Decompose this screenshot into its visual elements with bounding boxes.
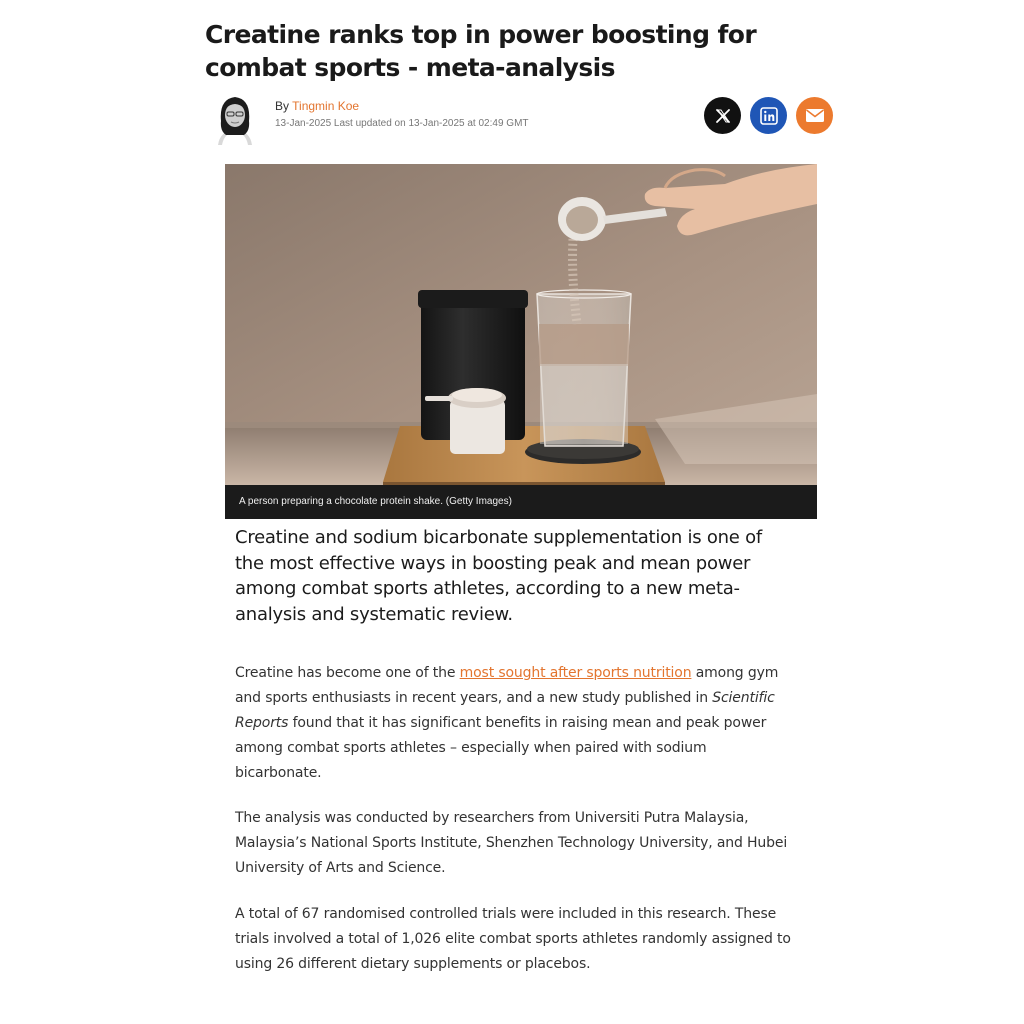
paragraph-text: found that it has significant benefits in raising mean and peak power among combat sports athletes – especially when paired with sodium bicarbonate. [235, 715, 767, 781]
x-icon [715, 108, 731, 124]
image-caption: A person preparing a chocolate protein shake. (Getty Images) [239, 496, 512, 507]
body-paragraph [235, 661, 795, 786]
author-avatar[interactable] [210, 91, 260, 145]
journal-name: Scientific Reports [235, 690, 775, 731]
share-email-button[interactable] [796, 97, 833, 134]
paragraph-text: Creatine has become one of the [235, 665, 456, 681]
byline [275, 99, 359, 113]
body-paragraph: The analysis was conducted by researchers from Universiti Putra Malaysia, Malaysia’s National Sports Institute, Shenzhen Technology University, and Hubei University of Arts and Science. [235, 810, 788, 876]
publish-date: 13-Jan-2025 Last updated on 13-Jan-2025 at 02:49 GMT [275, 118, 529, 129]
hero-image [225, 164, 817, 485]
linkedin-icon [760, 107, 778, 125]
article-title: Creatine ranks top in power boosting for combat sports - meta-analysis [205, 20, 757, 82]
sports-nutrition-link[interactable]: most sought after sports nutrition [459, 665, 692, 681]
image-caption-bar [225, 485, 817, 519]
paragraph-text: among gym and sports enthusiasts in recent years, and a new study published in [235, 665, 779, 706]
article-lede: Creatine and sodium bicarbonate supplementation is one of the most effective ways in boosting peak and mean power among combat sports athletes, according to a new meta-analysis and systematic review. [235, 527, 762, 625]
author-link[interactable]: Tingmin Koe [292, 99, 360, 113]
byline-prefix: By [275, 99, 290, 113]
share-x-button[interactable] [704, 97, 741, 134]
body-paragraph: A total of 67 randomised controlled trials were included in this research. These trials involved a total of 1,026 elite combat sports athletes randomly assigned to using 26 different dietary supplements or placebos. [235, 906, 791, 972]
email-icon [805, 108, 825, 123]
share-linkedin-button[interactable] [750, 97, 787, 134]
